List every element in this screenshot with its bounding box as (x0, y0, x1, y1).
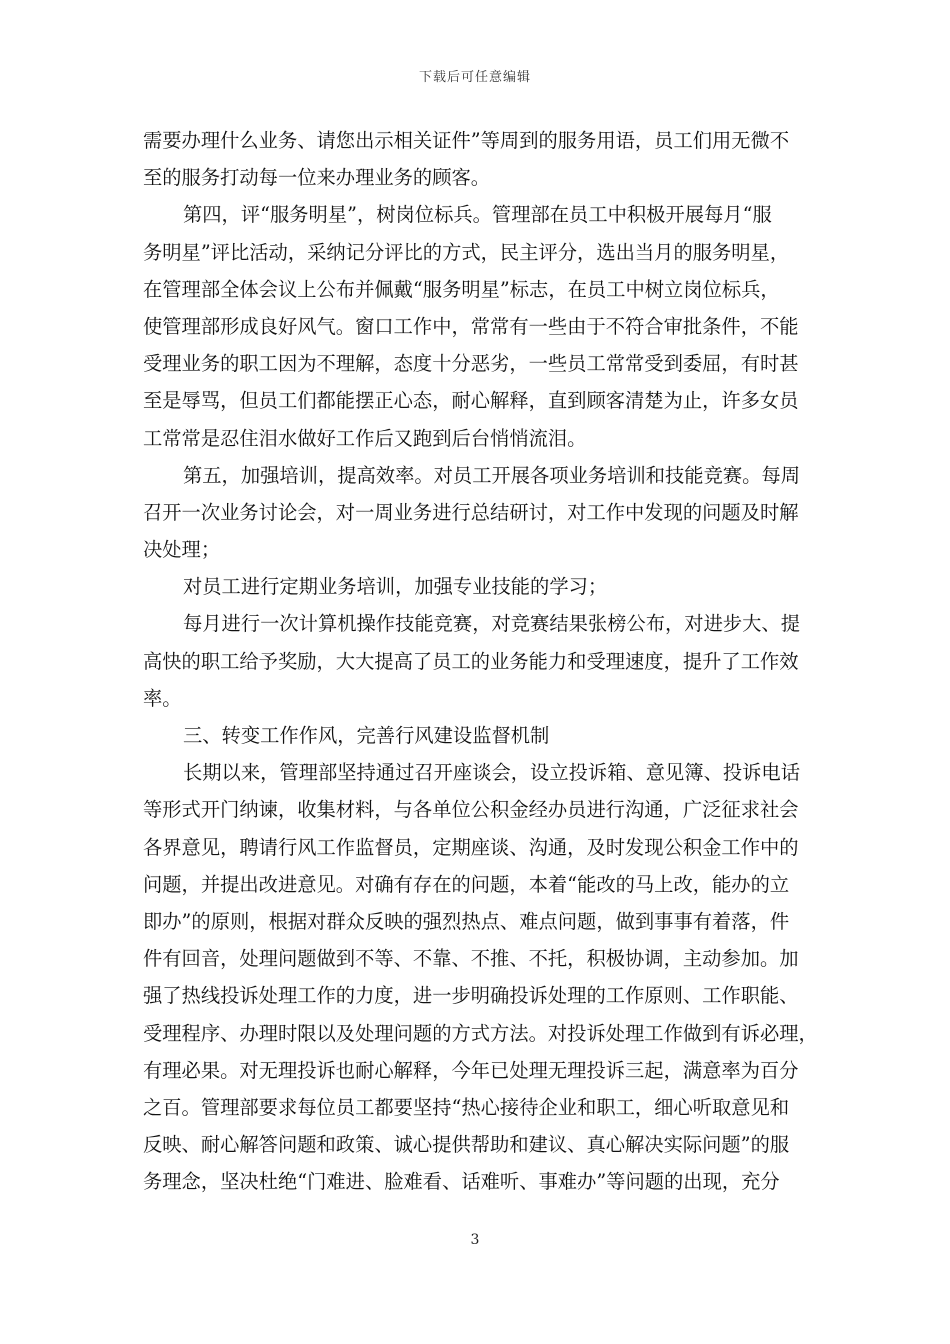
text-line: 第五，加强培训，提高效率。对员工开展各项业务培训和技能竞赛。每周 (183, 463, 800, 487)
text-line: 等形式开门纳谏，收集材料，与各单位公积金经办员进行沟通，广泛征求社会 (143, 798, 799, 822)
text-line: 受理业务的职工因为不理解，态度十分恶劣，一些员工常常受到委屈，有时甚 (143, 352, 799, 376)
text-line: 高快的职工给予奖励，大大提高了员工的业务能力和受理速度，提升了工作效 (143, 649, 799, 673)
text-line: 至的服务打动每一位来办理业务的顾客。 (143, 166, 491, 190)
text-line: 决处理； (143, 538, 221, 562)
text-line: 召开一次业务讨论会，对一周业务进行总结研讨，对工作中发现的问题及时解 (143, 500, 799, 524)
page-number: 3 (470, 1232, 480, 1248)
text-line: 至是辱骂，但员工们都能摆正心态，耐心解释，直到顾客清楚为止，许多女员 (143, 389, 799, 413)
document-body (143, 122, 818, 1200)
text-line: 有理必果。对无理投诉也耐心解释，今年已处理无理投诉三起，满意率为百分 (143, 1058, 799, 1082)
text-line: 即办”的原则，根据对群众反映的强烈热点、难点问题，做到事事有着落，件 (143, 909, 790, 933)
text-line: 强了热线投诉处理工作的力度，进一步明确投诉处理的工作原则、工作职能、 (143, 984, 799, 1008)
text-line: 长期以来，管理部坚持通过召开座谈会，设立投诉箱、意见簿、投诉电话 (183, 761, 800, 785)
text-line: 在管理部全体会议上公布并佩戴“服务明星”标志，在员工中树立岗位标兵， (143, 277, 780, 301)
text-line: 第四，评“服务明星”，树岗位标兵。管理部在员工中积极开展每月“服 (183, 203, 772, 227)
text-line: 受理程序、办理时限以及处理问题的方式方法。对投诉处理工作做到有诉必理， (143, 1021, 818, 1045)
text-line: 使管理部形成良好风气。窗口工作中，常常有一些由于不符合审批条件，不能 (143, 314, 799, 338)
text-line: 三、转变工作作风，完善行风建设监督机制 (183, 724, 550, 747)
text-line: 需要办理什么业务、请您出示相关证件”等周到的服务用语，员工们用无微不 (143, 129, 790, 152)
text-line: 各界意见，聘请行风工作监督员，定期座谈、沟通，及时发现公积金工作中的 (143, 835, 799, 859)
text-line: 之百。管理部要求每位员工都要坚持“热心接待企业和职工，细心听取意见和 (143, 1095, 790, 1119)
text-line: 每月进行一次计算机操作技能竞赛，对竞赛结果张榜公布，对进步大、提 (183, 612, 800, 636)
text-line: 务明星”评比活动，采纳记分评比的方式，民主评分，选出当月的服务明星， (143, 240, 790, 264)
page-header: 下载后可任意编辑 (418, 70, 531, 85)
text-line: 对员工进行定期业务培训，加强专业技能的学习； (183, 575, 608, 599)
text-line: 工常常是忍住泪水做好工作后又跑到后台悄悄流泪。 (143, 426, 587, 450)
text-line: 问题，并提出改进意见。对确有存在的问题，本着“能改的马上改，能办的立 (143, 872, 790, 896)
text-line: 率。 (143, 686, 182, 710)
text-line: 件有回音，处理问题做到不等、不靠、不推、不托，积极协调，主动参加。加 (143, 947, 799, 971)
text-line: 务理念，坚决杜绝“门难进、脸难看、话难听、事难办”等问题的出现，充分 (143, 1170, 780, 1194)
text-line: 反映、耐心解答问题和政策、诚心提供帮助和建议、真心解决实际问题”的服 (143, 1133, 790, 1157)
